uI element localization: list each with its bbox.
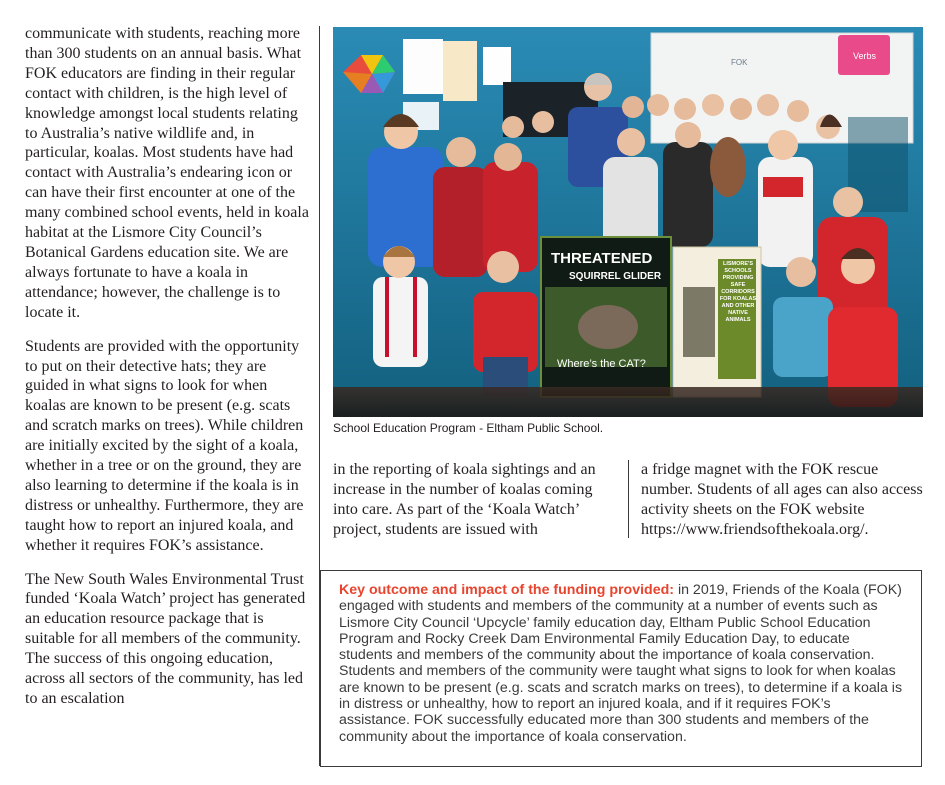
school-class-photo xyxy=(333,27,923,417)
left-paragraph-1: communicate with students, reaching more than 300 students on an annual basis. What FOK educators are finding in their regular contact with children, is the high level of knowledge amongst local students relating to Australia’s native wildlife and, in particular, koalas. Most students have had contact with Australia’s endearing icon or can have their first encounter at one of the many combined school events, held in koala habitat at the Lismore City Council’s Botanical Gardens education site. We are always fortunate to have a koala in attendance; however, the challenge is to locate it. xyxy=(25,25,309,321)
key-outcome-box xyxy=(320,570,922,767)
left-paragraph-2: Students are provided with the opportunity to put on their detective hats; they are guided in what signs to look for when koalas are known to be present (e.g. scats and scratch marks on trees). While children are initially excited by the sight of a koala, whether in a tree or on the ground, they are also learning to determine if the koala is in distress or unhealthy. Furthermore, they are taught how to report an injured koala, and whether it requires FOK’s assistance. xyxy=(25,337,304,554)
threatened-subtitle: SQUIRREL GLIDER xyxy=(569,271,662,282)
threatened-question: Where’s the CAT? xyxy=(557,358,646,370)
middle-column: in the reporting of koala sightings and an increase in the number of koalas coming into care. As part of the ‘Koala Watch’ project, students are issued with xyxy=(333,461,596,538)
threatened-poster xyxy=(541,237,671,397)
column-rule-right xyxy=(628,460,629,538)
safe-corridors-poster xyxy=(673,247,761,397)
whiteboard-text: FOK xyxy=(731,58,748,67)
verbs-sign-text: Verbs xyxy=(853,51,877,61)
key-outcome-heading: Key outcome and impact of the funding provided: xyxy=(339,582,674,598)
photo-caption: School Education Program - Eltham Public School. xyxy=(333,421,604,435)
right-column: a fridge magnet with the FOK rescue number. Students of all ages can also access activity sheets on the FOK website https://www.friendsofthekoala.org/. xyxy=(641,461,923,538)
left-column xyxy=(25,24,310,723)
left-paragraph-3: The New South Wales Environmental Trust funded ‘Koala Watch’ project has generated an education resource package that is suitable for all members of the community. The success of this ongoing education, across all sectors of the community, has led to an escalation xyxy=(25,570,306,707)
photo-illustration xyxy=(333,27,923,417)
key-outcome-body: in 2019, Friends of the Koala (FOK) engaged with students and members of the community at a number of events such as Lismore City Council ‘Upcycle’ family education day, Eltham Public School Education Program and Rocky Creek Dam Environmental Family Education Day, to educate students and members of the community about the importance of koala conservation. Students and members of the community were taught what signs to look for when koalas are known to be present (e.g. scats and scratch marks on trees), to determine if a koala is in distress or unhealthy, how to report an injured koala, and if it requires FOK’s assistance. FOK successfully educated more than 300 students and members of the community about the importance of koala conservation. xyxy=(339,582,903,745)
corridors-text: LISMORE'S SCHOOLS PROVIDING SAFE CORRIDORS FOR KOALAS AND OTHER NATIVE ANIMALS xyxy=(719,261,757,323)
threatened-title: THREATENED xyxy=(551,250,653,267)
